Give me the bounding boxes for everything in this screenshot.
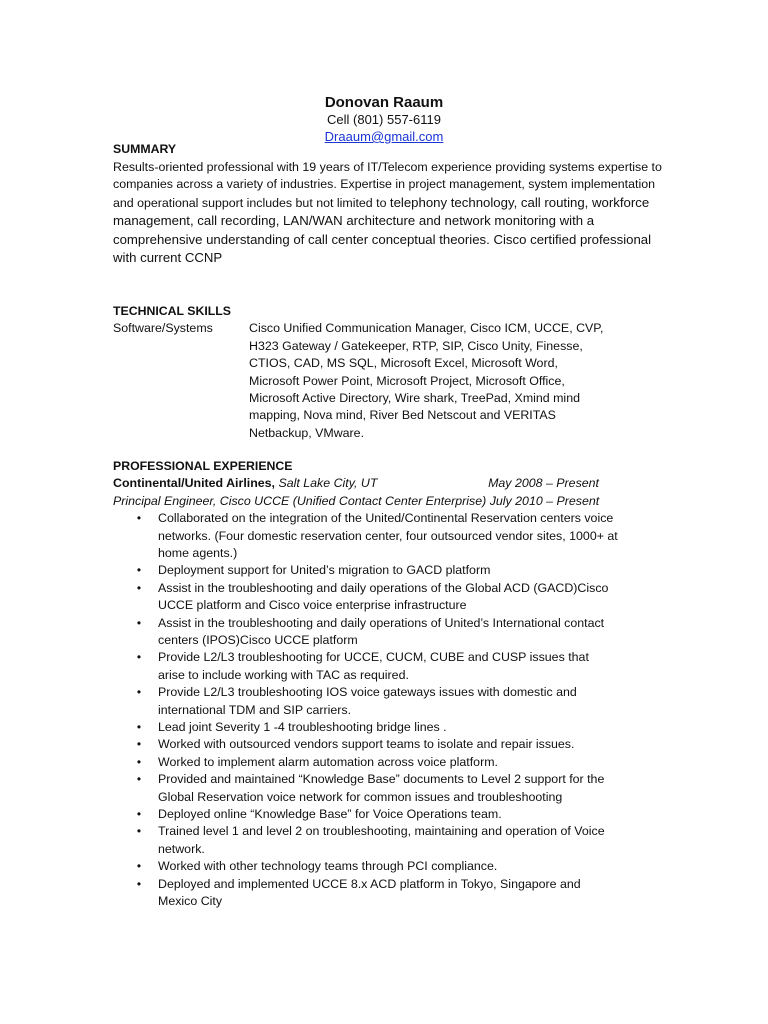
email-link[interactable]: Draaum@gmail.com — [324, 129, 444, 144]
company-info — [113, 475, 377, 492]
list-item — [113, 615, 618, 650]
bullet-text: Deployment support for United’s migration to GACD platform — [158, 563, 491, 578]
bullet-text: Worked to implement alarm automation across voice platform. — [158, 754, 498, 769]
bullet-icon: • — [136, 824, 142, 839]
bullet-icon: • — [136, 737, 142, 752]
bullet-icon: • — [136, 876, 142, 891]
list-item — [113, 649, 618, 684]
list-item — [113, 684, 618, 719]
bullet-text: Assist in the troubleshooting and daily operations of United’s International contact centers (IPOS)Cisco UCCE platform — [158, 615, 605, 647]
phone-number: Cell (801) 557-6119 — [327, 112, 441, 127]
list-item — [113, 562, 618, 579]
bullet-icon: • — [136, 859, 142, 874]
bullet-text: Collaborated on the integration of the United/Continental Reservation centers voice networks. (Four domestic reservation center, four outsourced vendor sites, 1000+ at home agents.) — [158, 511, 618, 560]
summary-text-part-a: Results-oriented professional with 19 years of IT/Telecom experience providing systems expertise to companies across a variety of industries. Expertise in project management, system implementation and operational support includes but not limited to — [113, 160, 662, 210]
skills-row — [113, 320, 673, 442]
list-item — [113, 806, 618, 823]
bullet-icon: • — [136, 754, 142, 769]
bullet-icon: • — [136, 772, 142, 787]
employment-dates: May 2008 – Present — [488, 476, 599, 491]
bullet-icon: • — [136, 563, 142, 578]
list-item — [113, 580, 618, 615]
summary-heading: SUMMARY — [113, 142, 177, 156]
bullet-icon: • — [136, 511, 142, 526]
list-item — [113, 754, 618, 771]
bullet-icon: • — [136, 650, 142, 665]
experience-heading: PROFESSIONAL EXPERIENCE — [113, 459, 293, 474]
bullet-text: Lead joint Severity 1 -4 troubleshooting bridge lines . — [158, 719, 447, 734]
bullet-icon: • — [136, 719, 142, 734]
skills-list: Cisco Unified Communication Manager, Cisco ICM, UCCE, CVP, H323 Gateway / Gatekeeper, RTP, SIP, Cisco Unity, Finesse, CTIOS, CAD, MS SQL, Microsoft Excel, Microsoft Word, Microsoft Power Point, Microsoft Project, Microsoft Office, Microsoft Active Directory, Wire shark, TreePad, Xmind mind mapping, Nova mind, River Bed Netscout and VERITAS Netbackup, VMware. — [249, 321, 604, 440]
summary-text-part-b: telephony technology, call routing, workforce management, call recording, LAN/WAN architecture and network monitoring with a comprehensive understanding of call center conceptual theories. Cisco certified professional with current CCNP — [113, 194, 652, 266]
list-item — [113, 719, 618, 736]
bullet-text: Assist in the troubleshooting and daily operations of the Global ACD (GACD)Cisco UCCE platform and Cisco voice enterprise infrastructure — [158, 580, 609, 613]
bullet-text: Provided and maintained “Knowledge Base” documents to Level 2 support for the Global Reservation voice network for common issues and troubleshooting — [158, 772, 605, 804]
candidate-name: Donovan Raaum — [324, 94, 444, 111]
list-item — [113, 736, 618, 753]
bullet-icon: • — [136, 807, 142, 821]
bullet-text: Provide L2/L3 troubleshooting IOS voice gateways issues with domestic and international TDM and SIP carriers. — [158, 685, 577, 717]
company-row — [113, 475, 599, 492]
bullet-text: Provide L2/L3 troubleshooting for UCCE, CUCM, CUBE and CUSP issues that arise to include working with TAC as required. — [158, 650, 589, 682]
bullet-text: Worked with outsourced vendors support teams to isolate and repair issues. — [158, 737, 575, 752]
bullet-icon: • — [136, 685, 142, 700]
list-item — [113, 823, 618, 858]
bullet-text: Trained level 1 and level 2 on troubleshooting, maintaining and operation of Voice network. — [158, 824, 605, 856]
list-item — [113, 771, 618, 806]
bullet-text: Deployed online “Knowledge Base” for Voice Operations team. — [158, 807, 502, 821]
bullet-icon: • — [136, 615, 142, 630]
section-spacer — [113, 442, 673, 458]
skills-label: Software/Systems — [113, 321, 213, 336]
bullet-text: Worked with other technology teams through PCI compliance. — [158, 859, 498, 874]
company-location: Salt Lake City, UT — [278, 476, 378, 491]
company-name: Continental/United Airlines, — [113, 476, 276, 491]
job-role: Principal Engineer, Cisco UCCE (Unified Contact Center Enterprise) July 2010 – Present — [113, 493, 600, 508]
technical-skills-heading: TECHNICAL SKILLS — [113, 304, 231, 319]
summary-text — [113, 159, 673, 267]
list-item — [113, 510, 618, 562]
list-item — [113, 858, 618, 875]
bullet-icon: • — [136, 580, 142, 595]
experience-bullets — [113, 510, 673, 910]
resume-body — [113, 141, 673, 910]
list-item — [113, 876, 618, 911]
section-spacer — [113, 267, 673, 303]
bullet-text: Deployed and implemented UCCE 8.x ACD platform in Tokyo, Singapore and Mexico City — [158, 876, 581, 909]
resume-header — [0, 93, 768, 146]
